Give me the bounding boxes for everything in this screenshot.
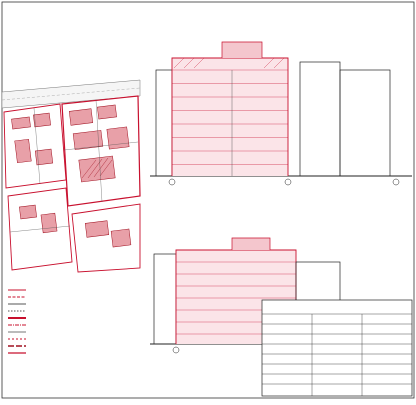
elevation-top: [150, 42, 412, 185]
elev-top-axis-marker: [169, 179, 175, 185]
plan-building: [15, 139, 32, 163]
plan-building: [41, 213, 57, 233]
elev-top-building-right: [300, 62, 340, 176]
plan-buildings: [11, 105, 130, 247]
plan-building: [85, 221, 109, 238]
elev-bottom-axis-marker: [173, 347, 179, 353]
elev-top-main-block: [172, 58, 288, 176]
plan-building-target: [79, 156, 115, 182]
elev-top-building-far-right: [340, 70, 390, 176]
legend: [8, 290, 26, 353]
plan-building: [19, 205, 36, 219]
elev-top-building-left: [156, 70, 172, 176]
plan-building: [107, 127, 129, 149]
plan-building: [97, 105, 116, 119]
parcel-line: [10, 226, 70, 232]
elev-top-axis-marker: [285, 179, 291, 185]
plan-building: [111, 229, 131, 247]
title-block-frame: [262, 300, 412, 396]
elev-bottom-roof-addition: [232, 238, 270, 250]
site-plan: [2, 80, 140, 272]
title-block: [262, 300, 412, 396]
plan-building: [69, 109, 93, 126]
legend-swatches: [8, 290, 26, 353]
elev-bottom-building-left: [154, 254, 176, 344]
plan-building: [33, 113, 50, 127]
elev-top-roof-addition: [222, 42, 262, 58]
elev-top-axis-marker: [393, 179, 399, 185]
plan-building: [11, 117, 30, 129]
plan-road: [2, 80, 140, 108]
